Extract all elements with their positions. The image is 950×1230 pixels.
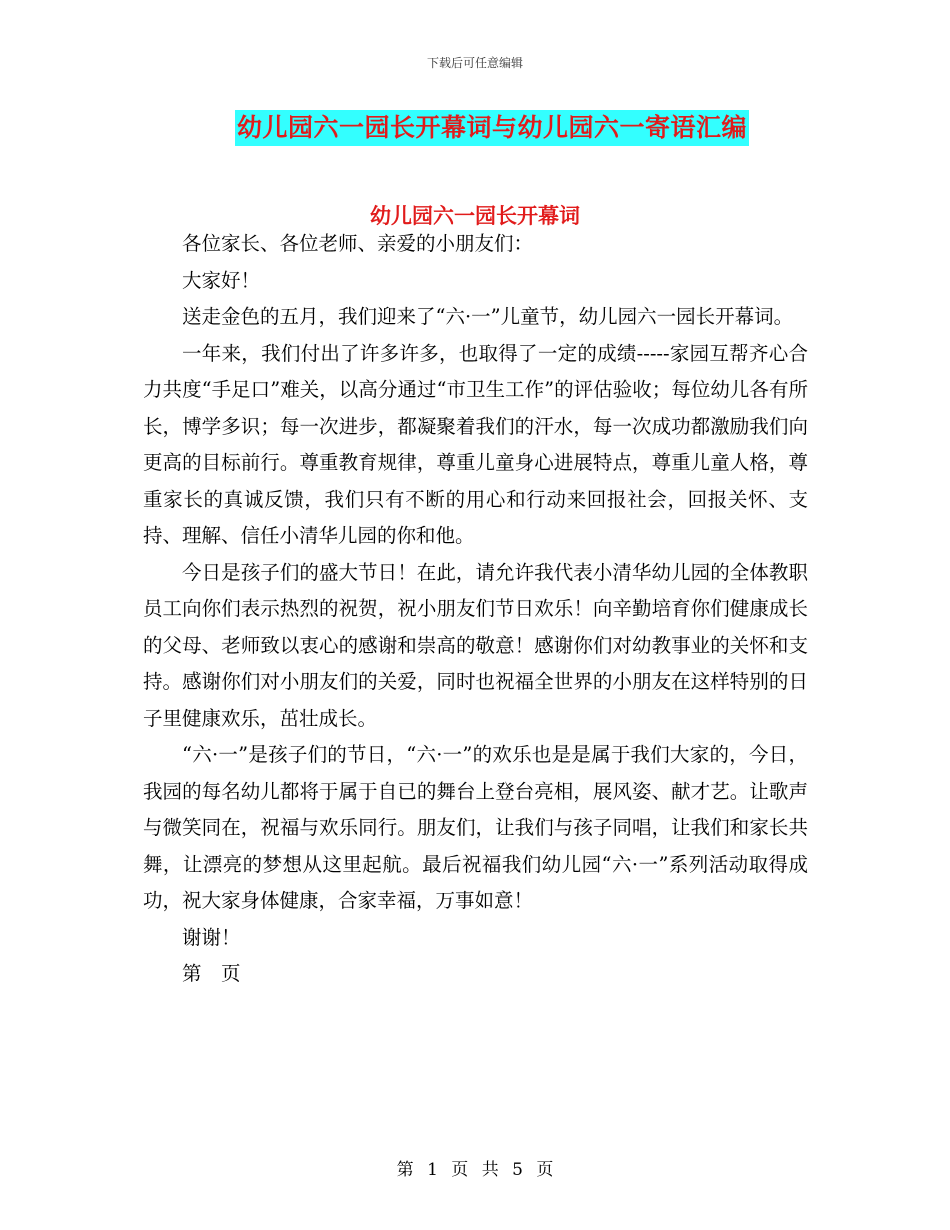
paragraph-salutation: 各位家长、各位老师、亲爱的小朋友们：: [182, 232, 534, 255]
document-body: [143, 226, 808, 993]
paragraph-page-marker: 第 页: [182, 962, 241, 985]
paragraph-thanks: 谢谢！: [182, 925, 241, 949]
paragraph: 送走金色的五月，我们迎来了“六·一”儿童节，幼儿园六一园长开幕词。: [182, 305, 794, 328]
paragraph: “六·一”是孩子们的节日，“六·一”的欢乐也是是属于我们大家的，今日，我园的每名幼儿都将于属于自已的舞台上登台亮相，展风姿、献才艺。让歌声与微笑同在，祝福与欢乐同行。朋友们，让我们与孩子同唱，让我们和家长共舞，让漂亮的梦想从这里起航。最后祝福我们幼儿园“六·一”系列活动取得成功，祝大家身体健康，合家幸福，万事如意！: [143, 743, 808, 912]
paragraph: 今日是孩子们的盛大节日！在此，请允许我代表小清华幼儿园的全体教职员工向你们表示热烈的祝贺，祝小朋友们节日欢乐！向辛勤培育你们健康成长的父母、老师致以衷心的感谢和崇高的敬意！感谢你们对幼教事业的关怀和支持。感谢你们对小朋友们的关爱，同时也祝福全世界的小朋友在这样特别的日子里健康欢乐，茁壮成长。: [143, 560, 808, 730]
footer-total-label: 共: [481, 1160, 499, 1180]
footer-prefix: 第: [396, 1160, 414, 1180]
page-footer: [0, 1155, 950, 1180]
document-title: 幼儿园六一园长开幕词与幼儿园六一寄语汇编: [235, 110, 749, 146]
section-title: 幼儿园六一园长开幕词: [370, 203, 580, 228]
footer-page-label: 页: [451, 1160, 469, 1180]
paragraph: 一年来，我们付出了许多许多，也取得了一定的成绩-----家园互帮齐心合力共度“手足口”难关，以高分通过“市卫生工作”的评估验收；每位幼儿各有所长，博学多识；每一次进步，都凝聚着我们的汗水，每一次成功都激励我们向更高的目标前行。尊重教育规律，尊重儿童身心进展特点，尊重儿童人格，尊重家长的真诚反馈，我们只有不断的用心和行动来回报社会，回报关怀、支持、理解、信任小清华儿园的你和他。: [143, 341, 808, 547]
footer-suffix: 页: [536, 1160, 554, 1180]
paragraph-greeting: 大家好！: [182, 268, 261, 292]
header-note: 下载后可任意编辑: [426, 56, 523, 70]
footer-page-number: 1: [427, 1160, 438, 1180]
footer-total-pages: 5: [512, 1160, 523, 1180]
